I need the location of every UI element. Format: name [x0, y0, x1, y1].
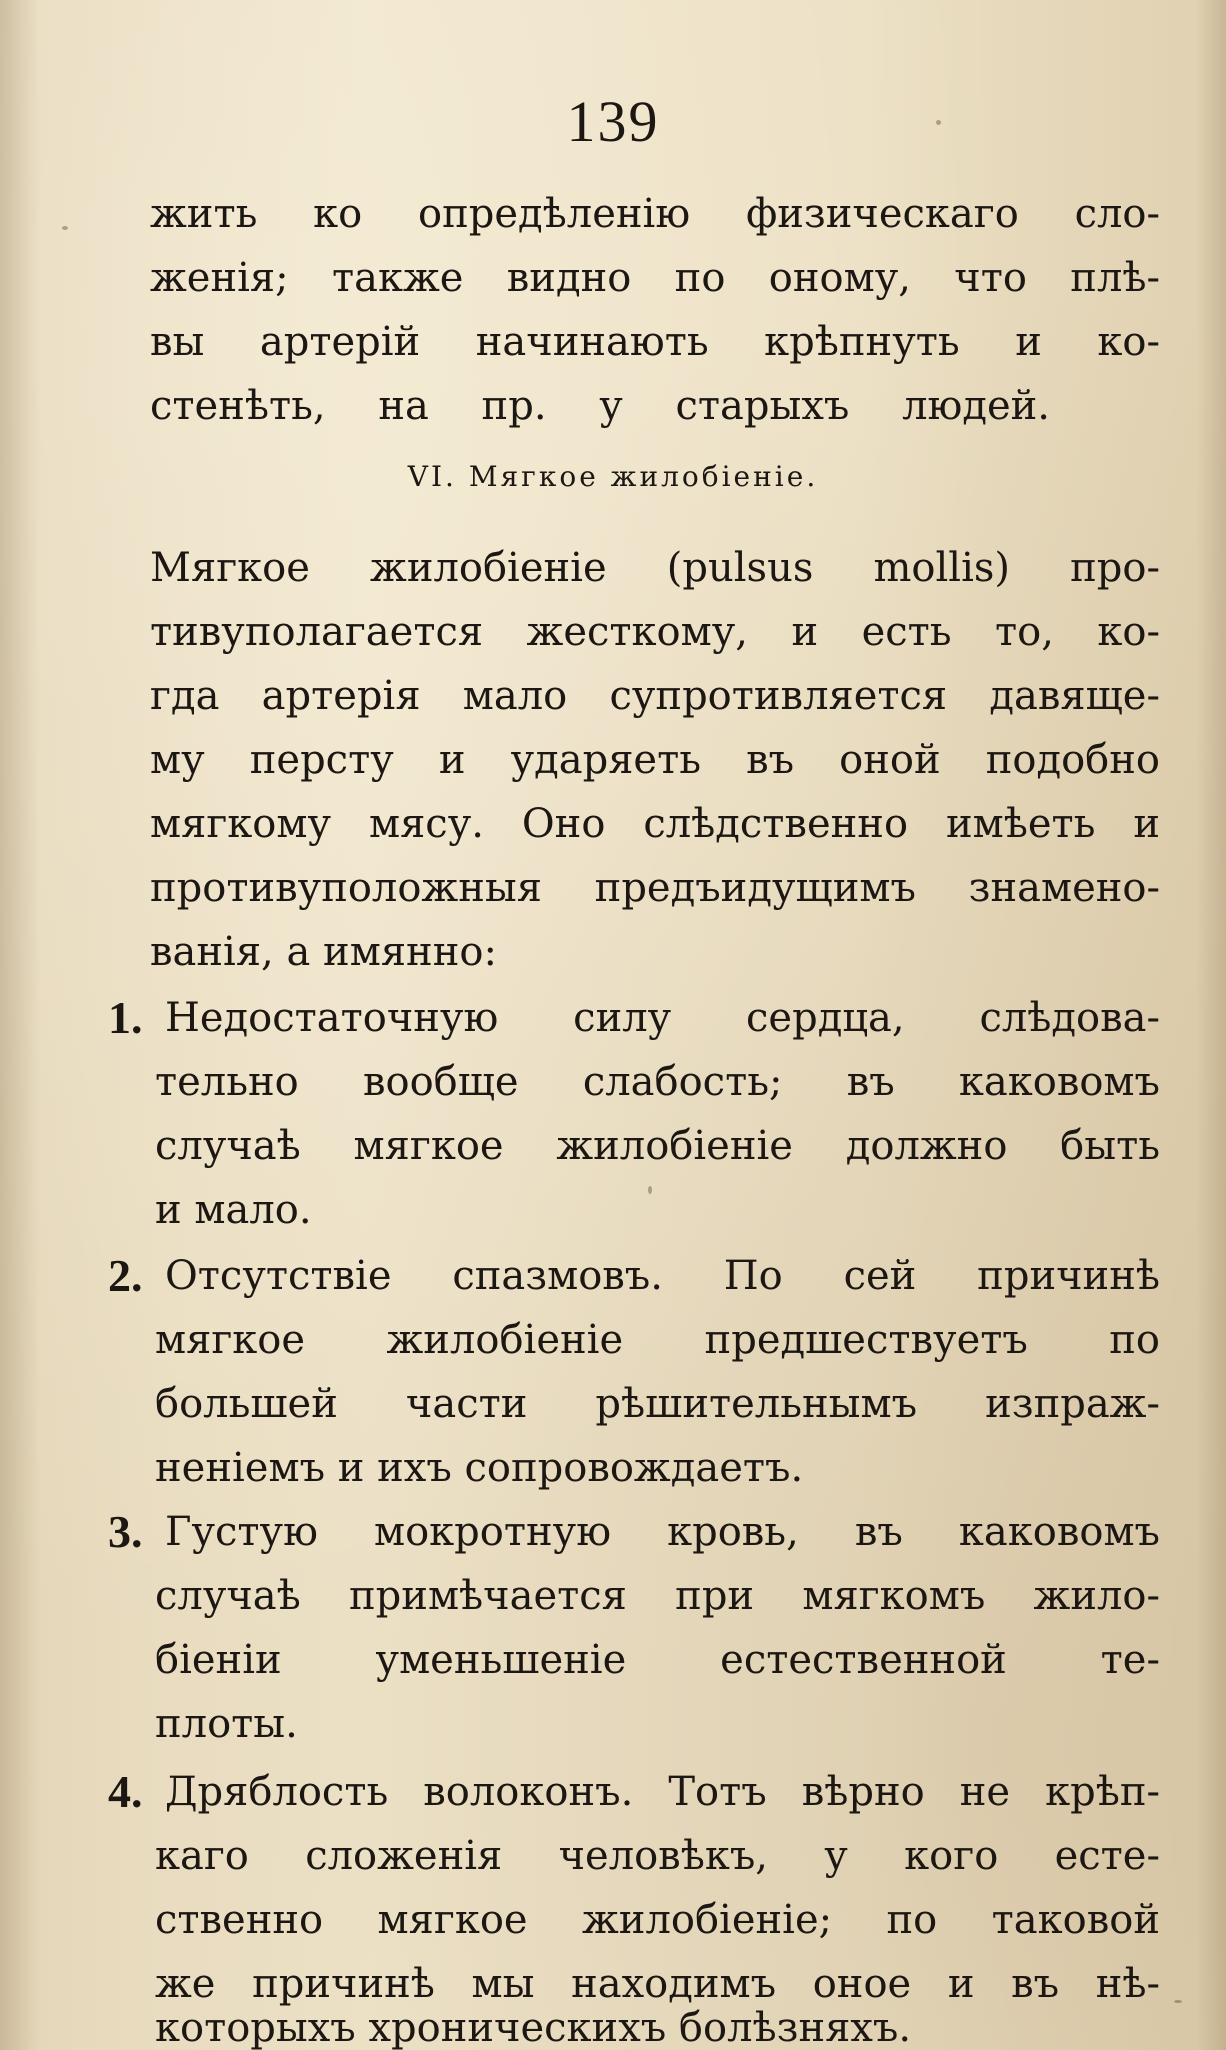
list-item-line: случаѣ мягкое жилобіеніе должно быть — [155, 1123, 1160, 1169]
list-item-line: Густую мокротную кровь, въ каковомъ — [165, 1509, 1160, 1555]
list-item-line: біеніи уменьшеніе естественной те- — [155, 1637, 1160, 1683]
paper-speck — [936, 120, 941, 125]
list-number: 2. — [108, 1250, 143, 1301]
list-item-line: мягкое жилобіеніе предшествуетъ по — [155, 1317, 1160, 1363]
paragraph-line: гда артерія мало супротивляется давяще- — [150, 673, 1160, 719]
list-item-line: плоты. — [155, 1701, 298, 1747]
list-item-line: ственно мягкое жилобіеніе; по таковой — [155, 1897, 1160, 1943]
paragraph-line: тивуполагается жесткому, и есть то, ко- — [150, 609, 1160, 655]
text-line: жить ко опредѣленію физическаго сло- — [150, 191, 1160, 237]
page-edge-shadow-left — [0, 0, 40, 2050]
page-number: 139 — [566, 89, 660, 154]
list-item-line: которыхъ хроническихъ болѣзняхъ. — [155, 2005, 912, 2050]
paragraph-line: му персту и ударяеть въ оной подобно — [150, 737, 1160, 783]
list-item-line: неніемъ и ихъ сопровождаетъ. — [155, 1445, 804, 1491]
list-item-line: Дряблость волоконъ. Тотъ вѣрно не крѣп- — [165, 1769, 1160, 1815]
list-item-line: и мало. — [155, 1187, 312, 1233]
paragraph-line: противуположныя предъидущимъ знамено- — [150, 865, 1160, 911]
list-item-line: Недостаточную силу сердца, слѣдова- — [165, 995, 1160, 1041]
list-item-line: каго сложенія человѣкъ, у кого есте- — [155, 1833, 1160, 1879]
list-number: 1. — [108, 992, 143, 1043]
paper-speck — [62, 226, 68, 230]
paragraph-line: мягкому мясу. Оно слѣдственно имѣеть и — [150, 801, 1160, 847]
paper-speck — [648, 1186, 652, 1194]
list-item-line: Отсутствіе спазмовъ. По сей причинѣ — [165, 1253, 1160, 1299]
list-item-line: случаѣ примѣчается при мягкомъ жило- — [155, 1573, 1160, 1619]
paper-speck — [1174, 2000, 1182, 2003]
list-item-line: тельно вообще слабость; въ каковомъ — [155, 1059, 1160, 1105]
page-edge-shadow-right — [1196, 0, 1226, 2050]
text-line: вы артерій начинають крѣпнуть и ко- — [150, 319, 1160, 365]
text-line: женія; также видно по оному, что плѣ- — [150, 255, 1160, 301]
list-number: 3. — [108, 1506, 143, 1557]
text-line: стенѣть, на пр. у старыхъ людей. — [150, 383, 1050, 429]
list-item-line: же причинѣ мы находимъ оное и въ нѣ- — [155, 1961, 1160, 2007]
list-item-line: большей части рѣшительнымъ изпраж- — [155, 1381, 1160, 1427]
paragraph-line: ванія, а имянно: — [150, 929, 497, 975]
list-number: 4. — [108, 1766, 143, 1817]
paragraph-line: Мягкое жилобіеніе (pulsus mollis) про- — [150, 545, 1160, 591]
section-heading: VI. Мягкое жилобіеніе. — [407, 460, 819, 493]
